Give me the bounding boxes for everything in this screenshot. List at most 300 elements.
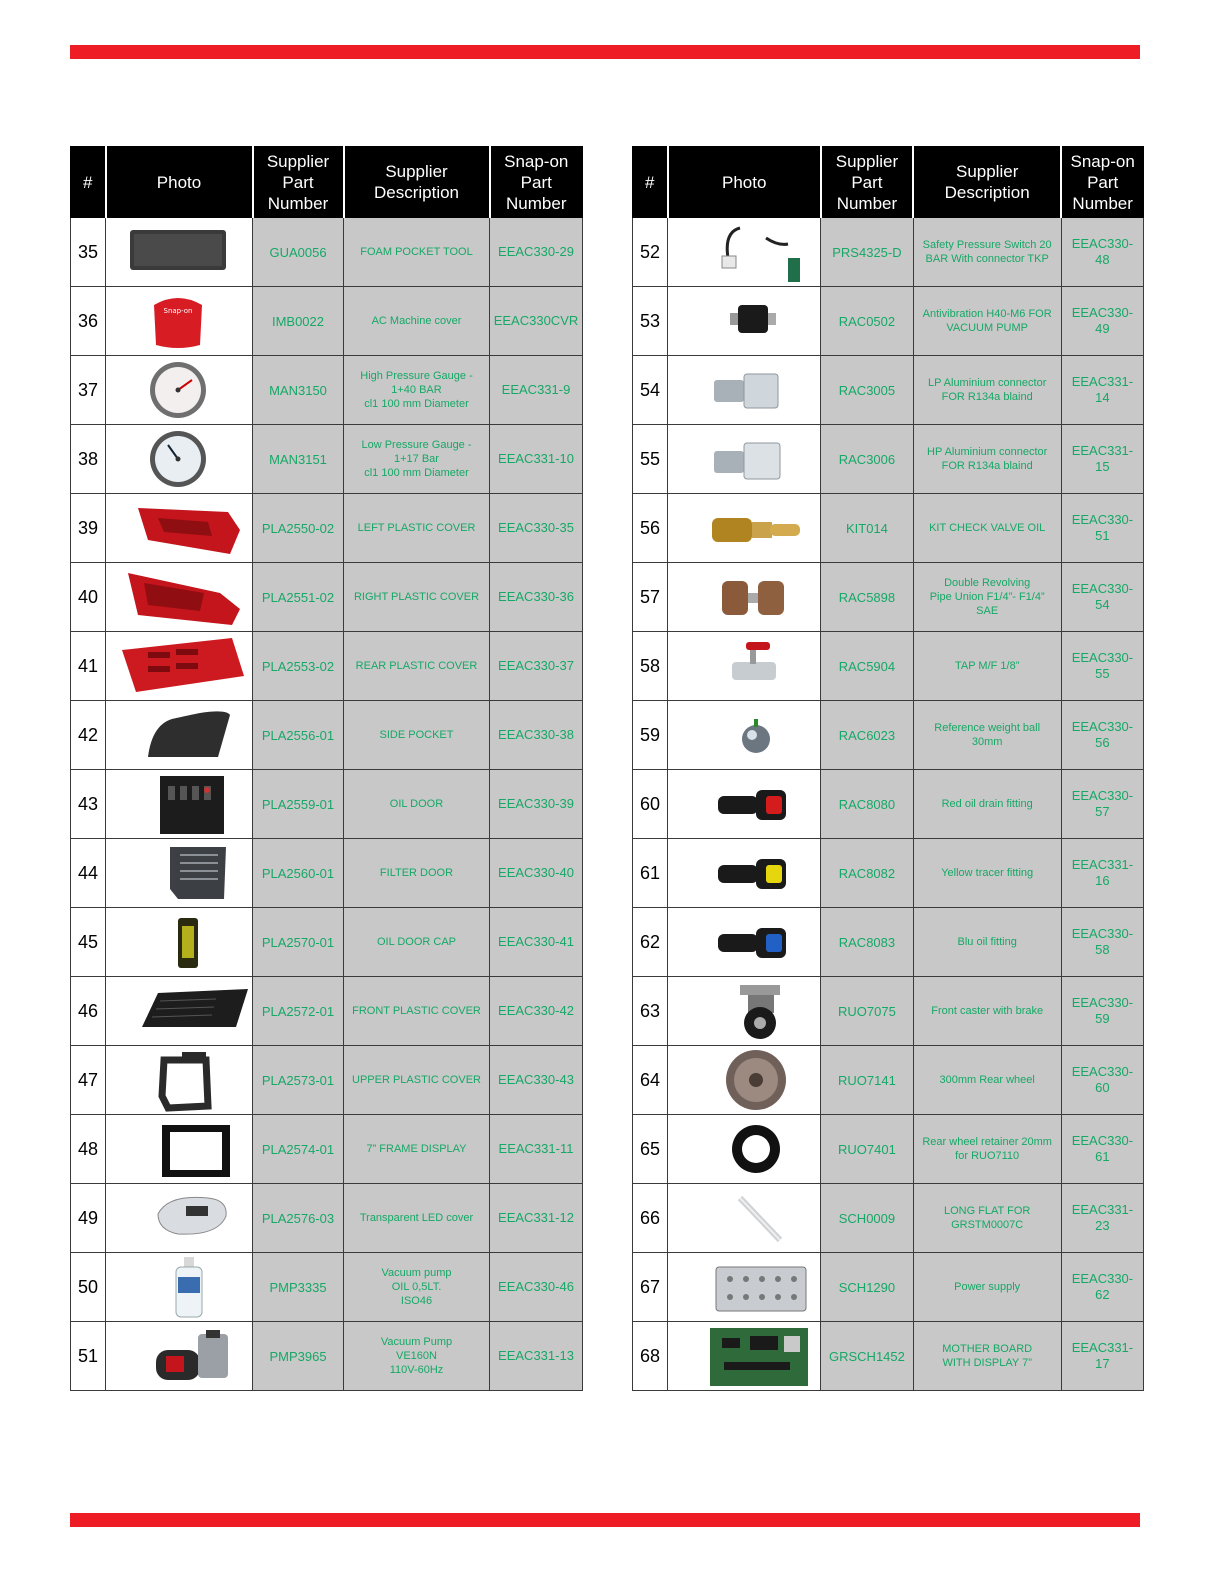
snapon-part-number-line: EEAC330- xyxy=(1071,305,1134,320)
supplier-description xyxy=(913,632,1061,701)
part-photo xyxy=(106,287,253,356)
table-row xyxy=(633,908,1144,977)
description-line: Vacuum pump xyxy=(381,1267,452,1279)
yellow-fitting-icon xyxy=(670,839,820,907)
supplier-part-number: RUO7401 xyxy=(821,1115,913,1184)
snapon-part-number-line: EEAC330- xyxy=(1071,236,1134,251)
supplier-part-number: PRS4325-D xyxy=(821,218,913,287)
description-line: Vacuum Pump xyxy=(380,1336,453,1348)
description-line: LP Aluminium connector xyxy=(927,377,1047,389)
part-photo xyxy=(106,839,253,908)
description-line: Low Pressure Gauge - xyxy=(361,439,472,451)
check-valve-icon xyxy=(670,494,820,562)
oil-door-icon xyxy=(108,770,253,838)
upper-plastic-cover-icon xyxy=(108,1046,253,1114)
snapon-part-number-line: EEAC330-40 xyxy=(498,865,574,880)
snapon-part-number xyxy=(1061,839,1143,908)
rear-plastic-cover-icon xyxy=(108,632,253,700)
supplier-part-number: RAC0502 xyxy=(821,287,913,356)
supplier-part-number: IMB0022 xyxy=(253,287,344,356)
header-num: # xyxy=(71,147,106,218)
description-line: LONG FLAT FOR xyxy=(943,1205,1031,1217)
snapon-part-number xyxy=(490,701,583,770)
part-photo xyxy=(106,632,253,701)
header-supplier-description: Supplier Description xyxy=(913,147,1061,218)
snapon-part-number-line: EEAC330- xyxy=(1071,512,1134,527)
description-line: Yellow tracer fitting xyxy=(941,867,1034,879)
description-line: Power supply xyxy=(954,1281,1021,1293)
header-snapon-part-number: Snap-on Part Number xyxy=(1061,147,1143,218)
description-line: OIL DOOR xyxy=(389,798,444,810)
table-row xyxy=(71,1115,583,1184)
supplier-description xyxy=(344,1253,490,1322)
part-photo xyxy=(106,770,253,839)
snapon-part-number-line: 15 xyxy=(1095,459,1110,474)
table-row xyxy=(71,425,583,494)
red-fitting-icon xyxy=(670,770,820,838)
supplier-part-number: PMP3335 xyxy=(253,1253,344,1322)
item-number: 63 xyxy=(633,977,668,1046)
right-plastic-cover-icon xyxy=(108,563,253,631)
foam-tool-icon xyxy=(108,218,253,286)
parts-table-left xyxy=(70,146,583,1391)
flat-cable-icon xyxy=(670,1184,820,1252)
table-row xyxy=(633,1322,1144,1391)
snapon-part-number xyxy=(490,632,583,701)
supplier-description xyxy=(913,287,1061,356)
snapon-part-number-line: EEAC330-35 xyxy=(498,520,574,535)
snapon-part-number-line: EEAC330-36 xyxy=(498,589,574,604)
description-line: SIDE POCKET xyxy=(379,729,454,741)
part-photo xyxy=(668,287,821,356)
supplier-part-number: PLA2550-02 xyxy=(253,494,344,563)
item-number: 39 xyxy=(71,494,106,563)
snapon-part-number-line: EEAC331-13 xyxy=(498,1348,574,1363)
snapon-part-number-line: EEAC331-12 xyxy=(498,1210,574,1225)
description-line: VE160N xyxy=(396,1350,437,1362)
snapon-part-number-line: EEAC330-38 xyxy=(498,727,574,742)
supplier-description xyxy=(913,1253,1061,1322)
item-number: 35 xyxy=(71,218,106,287)
snapon-part-number xyxy=(1061,1253,1143,1322)
supplier-description xyxy=(344,425,490,494)
table-row xyxy=(633,1253,1144,1322)
description-line: Double Revolving xyxy=(944,577,1031,589)
table-row xyxy=(633,632,1144,701)
snapon-part-number-line: EEAC331- xyxy=(1071,1340,1134,1355)
item-number: 61 xyxy=(633,839,668,908)
display-frame-icon xyxy=(108,1115,253,1183)
description-line: TAP M/F 1/8” xyxy=(954,660,1020,672)
snapon-part-number-line: 61 xyxy=(1095,1149,1110,1164)
item-number: 44 xyxy=(71,839,106,908)
description-line: 1+17 Bar xyxy=(394,453,439,465)
description-line: Front caster with brake xyxy=(931,1005,1044,1017)
item-number: 48 xyxy=(71,1115,106,1184)
snapon-part-number-line: EEAC330-43 xyxy=(498,1072,574,1087)
supplier-description xyxy=(344,632,490,701)
description-line: cl1 100 mm Diameter xyxy=(364,398,469,410)
lp-connector-icon xyxy=(670,356,820,424)
description-line: LEFT PLASTIC COVER xyxy=(357,522,476,534)
table-row xyxy=(633,356,1144,425)
blue-fitting-icon xyxy=(670,908,820,976)
table-row xyxy=(71,1322,583,1391)
snapon-part-number-line: EEAC330- xyxy=(1071,581,1134,596)
snapon-part-number xyxy=(490,977,583,1046)
description-line: Red oil drain fitting xyxy=(941,798,1033,810)
snapon-part-number-line: 51 xyxy=(1095,528,1110,543)
item-number: 55 xyxy=(633,425,668,494)
supplier-part-number: PLA2572-01 xyxy=(253,977,344,1046)
description-line: HP Aluminium connector xyxy=(927,446,1048,458)
hp-connector-icon xyxy=(670,425,820,493)
item-number: 65 xyxy=(633,1115,668,1184)
snapon-part-number-line: EEAC330CVR xyxy=(493,313,579,328)
description-line: Transparent LED cover xyxy=(359,1212,474,1224)
high-pressure-gauge-icon xyxy=(108,356,253,424)
snapon-part-number-line: 59 xyxy=(1095,1011,1110,1026)
table-row xyxy=(71,770,583,839)
description-line: UPPER PLASTIC COVER xyxy=(352,1074,481,1086)
part-photo xyxy=(668,494,821,563)
supplier-part-number: RAC5904 xyxy=(821,632,913,701)
supplier-description xyxy=(913,1046,1061,1115)
snapon-part-number-line: EEAC331- xyxy=(1071,374,1134,389)
item-number: 36 xyxy=(71,287,106,356)
header-row xyxy=(633,147,1144,218)
table-row xyxy=(633,1115,1144,1184)
snapon-part-number-line: EEAC331-11 xyxy=(498,1141,574,1156)
supplier-part-number: MAN3151 xyxy=(253,425,344,494)
snapon-part-number xyxy=(490,908,583,977)
header-row xyxy=(71,147,583,218)
item-number: 43 xyxy=(71,770,106,839)
description-line: Blu oil fitting xyxy=(957,936,1017,948)
snapon-part-number-line: EEAC330- xyxy=(1071,1064,1134,1079)
description-line: Pipe Union F1/4”- F1/4” xyxy=(929,591,1045,603)
snapon-part-number-line: 49 xyxy=(1095,321,1110,336)
table-row xyxy=(71,218,583,287)
item-number: 38 xyxy=(71,425,106,494)
item-number: 41 xyxy=(71,632,106,701)
supplier-description xyxy=(344,563,490,632)
table-row xyxy=(71,839,583,908)
table-row xyxy=(633,425,1144,494)
table-row xyxy=(633,770,1144,839)
snapon-part-number-line: EEAC330-39 xyxy=(498,796,574,811)
supplier-description xyxy=(344,1184,490,1253)
description-line: 30mm xyxy=(971,736,1003,748)
table-row xyxy=(71,1184,583,1253)
supplier-description xyxy=(913,218,1061,287)
snapon-part-number-line: EEAC330- xyxy=(1071,995,1134,1010)
snapon-part-number-line: EEAC330-37 xyxy=(498,658,574,673)
description-line: Antivibration H40-M6 FOR xyxy=(922,308,1052,320)
part-photo xyxy=(106,701,253,770)
supplier-description xyxy=(913,701,1061,770)
table-row xyxy=(71,701,583,770)
supplier-part-number: RUO7075 xyxy=(821,977,913,1046)
description-line: GRSTM0007C xyxy=(951,1219,1024,1231)
supplier-description xyxy=(913,356,1061,425)
supplier-description xyxy=(344,770,490,839)
description-line: FOAM POCKET TOOL xyxy=(360,246,473,258)
supplier-part-number: PLA2556-01 xyxy=(253,701,344,770)
front-plastic-cover-icon xyxy=(108,977,253,1045)
description-line: OIL DOOR CAP xyxy=(376,936,457,948)
snapon-part-number xyxy=(1061,425,1143,494)
supplier-part-number: GRSCH1452 xyxy=(821,1322,913,1391)
table-row xyxy=(71,563,583,632)
header-supplier-part-number: Supplier Part Number xyxy=(253,147,344,218)
item-number: 42 xyxy=(71,701,106,770)
snapon-part-number-line: 56 xyxy=(1095,735,1110,750)
supplier-description xyxy=(344,839,490,908)
snapon-part-number-line: EEAC330-29 xyxy=(498,244,574,259)
supplier-description xyxy=(344,701,490,770)
supplier-description xyxy=(913,425,1061,494)
description-line: 1+40 BAR xyxy=(391,384,442,396)
table-row xyxy=(633,1184,1144,1253)
snapon-part-number xyxy=(1061,701,1143,770)
snapon-part-number xyxy=(1061,287,1143,356)
snapon-part-number-line: 58 xyxy=(1095,942,1110,957)
part-photo xyxy=(668,701,821,770)
part-photo xyxy=(668,632,821,701)
part-photo xyxy=(106,1115,253,1184)
item-number: 56 xyxy=(633,494,668,563)
top-red-bar xyxy=(70,45,1140,59)
snapon-part-number-line: 62 xyxy=(1095,1287,1110,1302)
weight-ball-icon xyxy=(670,701,820,769)
description-line: FRONT PLASTIC COVER xyxy=(352,1005,481,1017)
description-line: Safety Pressure Switch 20 xyxy=(922,239,1052,251)
description-line: cl1 100 mm Diameter xyxy=(364,467,469,479)
item-number: 51 xyxy=(71,1322,106,1391)
part-photo xyxy=(668,1115,821,1184)
table-row xyxy=(633,563,1144,632)
part-photo xyxy=(668,563,821,632)
description-line: OIL 0,5LT. xyxy=(391,1281,442,1293)
snapon-part-number-line: EEAC330- xyxy=(1071,1271,1134,1286)
snapon-part-number xyxy=(1061,1322,1143,1391)
item-number: 45 xyxy=(71,908,106,977)
snapon-part-number-line: 14 xyxy=(1095,390,1110,405)
bottom-red-bar xyxy=(70,1513,1140,1527)
supplier-description xyxy=(344,1115,490,1184)
snapon-part-number xyxy=(490,425,583,494)
table-row xyxy=(633,287,1144,356)
header-supplier-description: Supplier Description xyxy=(344,147,490,218)
header-photo: Photo xyxy=(106,147,253,218)
header-supplier-part-number: Supplier Part Number xyxy=(821,147,913,218)
snapon-part-number xyxy=(490,356,583,425)
table-row xyxy=(71,1046,583,1115)
table-row xyxy=(71,977,583,1046)
supplier-part-number: PLA2570-01 xyxy=(253,908,344,977)
item-number: 52 xyxy=(633,218,668,287)
item-number: 66 xyxy=(633,1184,668,1253)
supplier-part-number: RAC5898 xyxy=(821,563,913,632)
snapon-part-number xyxy=(490,1322,583,1391)
snapon-part-number-line: 17 xyxy=(1095,1356,1110,1371)
description-line: Reference weight ball xyxy=(934,722,1041,734)
tap-valve-icon xyxy=(670,632,820,700)
part-photo xyxy=(668,839,821,908)
table-row xyxy=(633,977,1144,1046)
table-row xyxy=(71,494,583,563)
item-number: 46 xyxy=(71,977,106,1046)
item-number: 50 xyxy=(71,1253,106,1322)
supplier-description xyxy=(913,839,1061,908)
part-photo xyxy=(668,218,821,287)
supplier-description xyxy=(913,1322,1061,1391)
supplier-part-number: RAC3006 xyxy=(821,425,913,494)
supplier-description xyxy=(913,1115,1061,1184)
table-row xyxy=(71,356,583,425)
snapon-part-number xyxy=(490,563,583,632)
snapon-part-number-line: 23 xyxy=(1095,1218,1110,1233)
snapon-part-number xyxy=(490,839,583,908)
snapon-part-number-line: EEAC330- xyxy=(1071,788,1134,803)
snapon-part-number xyxy=(1061,563,1143,632)
snapon-part-number-line: EEAC331- xyxy=(1071,857,1134,872)
header-snapon-part-number: Snap-on Part Number xyxy=(490,147,583,218)
part-photo xyxy=(106,494,253,563)
oil-bottle-icon xyxy=(108,1253,253,1321)
snapon-part-number xyxy=(1061,218,1143,287)
snapon-part-number-line: EEAC330- xyxy=(1071,1133,1134,1148)
supplier-description xyxy=(344,494,490,563)
supplier-part-number: MAN3150 xyxy=(253,356,344,425)
supplier-part-number: PLA2576-03 xyxy=(253,1184,344,1253)
supplier-description xyxy=(344,908,490,977)
snapon-part-number xyxy=(490,287,583,356)
item-number: 58 xyxy=(633,632,668,701)
snapon-part-number-line: 54 xyxy=(1095,597,1110,612)
table-row xyxy=(633,701,1144,770)
snapon-part-number xyxy=(490,1046,583,1115)
supplier-description xyxy=(344,977,490,1046)
power-supply-icon xyxy=(670,1253,820,1321)
table-row xyxy=(71,1253,583,1322)
snapon-part-number-line: 57 xyxy=(1095,804,1110,819)
part-photo xyxy=(668,977,821,1046)
snapon-part-number xyxy=(1061,356,1143,425)
svg-text:Snap-on: Snap-on xyxy=(163,307,193,315)
table-row xyxy=(633,218,1144,287)
snapon-part-number-line: 60 xyxy=(1095,1080,1110,1095)
item-number: 53 xyxy=(633,287,668,356)
supplier-description xyxy=(913,770,1061,839)
table-row xyxy=(633,494,1144,563)
part-photo xyxy=(668,1253,821,1322)
supplier-description xyxy=(344,218,490,287)
description-line: FOR R134a blaind xyxy=(941,391,1033,403)
snapon-part-number xyxy=(1061,977,1143,1046)
part-photo xyxy=(106,1253,253,1322)
description-line: Rear wheel retainer 20mm xyxy=(922,1136,1052,1148)
description-line: BAR With connector TKP xyxy=(925,253,1049,265)
part-photo xyxy=(668,770,821,839)
left-plastic-cover-icon xyxy=(108,494,253,562)
supplier-part-number: RAC8083 xyxy=(821,908,913,977)
snapon-part-number-line: EEAC330- xyxy=(1071,926,1134,941)
description-line: MOTHER BOARD xyxy=(942,1343,1033,1355)
table-row xyxy=(71,287,583,356)
snapon-part-number xyxy=(1061,1184,1143,1253)
part-photo xyxy=(106,425,253,494)
part-photo xyxy=(668,908,821,977)
supplier-part-number: RAC8080 xyxy=(821,770,913,839)
part-photo xyxy=(668,356,821,425)
supplier-description xyxy=(344,287,490,356)
supplier-part-number: PLA2573-01 xyxy=(253,1046,344,1115)
snapon-part-number-line: EEAC330- xyxy=(1071,719,1134,734)
supplier-description xyxy=(913,977,1061,1046)
supplier-part-number: PLA2553-02 xyxy=(253,632,344,701)
item-number: 68 xyxy=(633,1322,668,1391)
supplier-part-number: SCH1290 xyxy=(821,1253,913,1322)
item-number: 40 xyxy=(71,563,106,632)
supplier-description xyxy=(913,563,1061,632)
led-cover-icon xyxy=(108,1184,253,1252)
snapon-part-number-line: EEAC331- xyxy=(1071,1202,1134,1217)
description-line: 300mm Rear wheel xyxy=(939,1074,1035,1086)
description-line: SAE xyxy=(976,605,999,617)
item-number: 57 xyxy=(633,563,668,632)
description-line: High Pressure Gauge - xyxy=(360,370,473,382)
part-photo xyxy=(668,1184,821,1253)
description-line: KIT CHECK VALVE OIL xyxy=(929,522,1046,534)
side-pocket-icon xyxy=(108,701,253,769)
header-photo: Photo xyxy=(668,147,821,218)
item-number: 54 xyxy=(633,356,668,425)
description-line: REAR PLASTIC COVER xyxy=(355,660,478,672)
description-line: VACUUM PUMP xyxy=(946,322,1029,334)
parts-table-right xyxy=(632,146,1144,1391)
description-line: for RUO7110 xyxy=(955,1150,1020,1162)
part-photo xyxy=(668,425,821,494)
snapon-part-number-line: EEAC331-9 xyxy=(501,382,571,397)
supplier-part-number: PLA2559-01 xyxy=(253,770,344,839)
snapon-part-number-line: EEAC330-42 xyxy=(498,1003,574,1018)
supplier-part-number: RAC6023 xyxy=(821,701,913,770)
description-line: FILTER DOOR xyxy=(379,867,454,879)
supplier-part-number: KIT014 xyxy=(821,494,913,563)
supplier-description xyxy=(344,356,490,425)
snapon-part-number xyxy=(490,218,583,287)
part-photo xyxy=(106,1046,253,1115)
part-photo xyxy=(106,218,253,287)
supplier-description xyxy=(913,908,1061,977)
part-photo xyxy=(106,1184,253,1253)
supplier-part-number: GUA0056 xyxy=(253,218,344,287)
snapon-part-number-line: EEAC330- xyxy=(1071,650,1134,665)
table-row xyxy=(71,908,583,977)
part-photo xyxy=(668,1322,821,1391)
machine-cover-icon xyxy=(108,287,253,355)
snapon-part-number-line: 48 xyxy=(1095,252,1110,267)
part-photo xyxy=(106,908,253,977)
snapon-part-number xyxy=(490,1253,583,1322)
snapon-part-number xyxy=(1061,632,1143,701)
supplier-description xyxy=(344,1322,490,1391)
description-line: FOR R134a blaind xyxy=(941,460,1033,472)
item-number: 49 xyxy=(71,1184,106,1253)
snapon-part-number xyxy=(1061,770,1143,839)
